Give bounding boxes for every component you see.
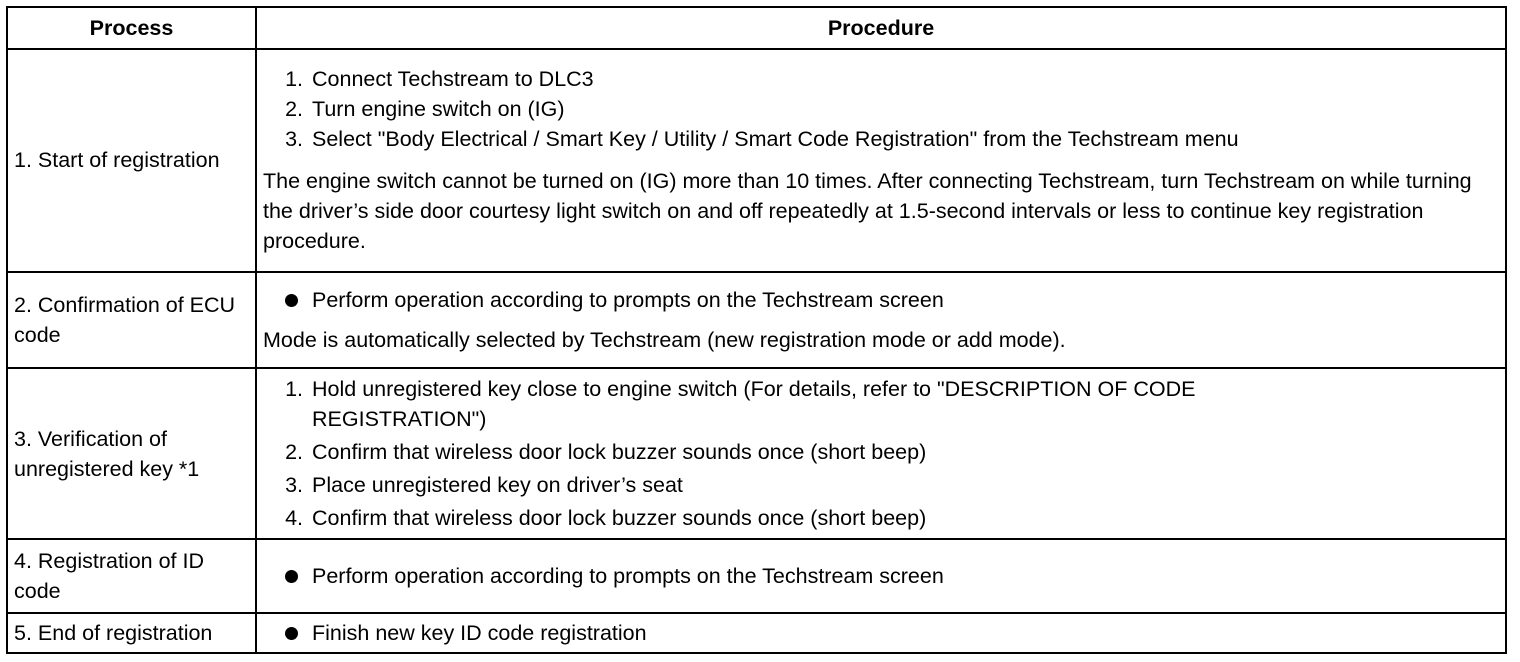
list-item: [263, 124, 1495, 154]
list-item: [263, 374, 1495, 434]
bullet-icon: [285, 294, 298, 307]
process-cell: 1. Start of registration: [7, 49, 256, 271]
step-number: 1.: [285, 67, 303, 92]
list-item: [263, 561, 1495, 591]
bullet-text: Perform operation according to prompts on the Techstream screen: [312, 563, 944, 588]
bullet-icon: [285, 627, 298, 640]
step-text: Turn engine switch on (IG): [312, 97, 565, 122]
step-text: Select "Body Electrical / Smart Key / Utility / Smart Code Registration" from the Techstream menu: [312, 127, 1239, 152]
process-cell: 5. End of registration: [7, 613, 256, 653]
bullet-icon: [285, 570, 298, 583]
note-text: Mode is automatically selected by Techstream (new registration mode or add mode).: [263, 327, 1066, 352]
list-item: [263, 618, 1495, 648]
table-row: [7, 539, 1506, 612]
step-number: 4.: [285, 506, 303, 531]
note-text: The engine switch cannot be turned on (IG) more than 10 times. After connecting Techstream, turn Techstream on while turning the driver’s side door courtesy light switch on and off repeatedly at 1.5-second intervals or less to continue key registration procedure.: [263, 169, 1472, 254]
bullet-text: Perform operation according to prompts on the Techstream screen: [312, 287, 944, 312]
procedure-cell: [256, 613, 1506, 653]
header-procedure: Procedure: [256, 7, 1506, 49]
process-cell: 2. Confirmation of ECU code: [7, 272, 256, 369]
step-text: Hold unregistered key close to engine switch (For details, refer to "DESCRIPTION OF CODE REGISTRATION"): [312, 377, 1196, 432]
header-process: Process: [7, 7, 256, 49]
procedure-cell: [256, 49, 1506, 271]
process-cell: 4. Registration of ID code: [7, 539, 256, 612]
registration-procedure-table: [6, 6, 1507, 654]
step-number: 3.: [285, 127, 303, 152]
step-text: Confirm that wireless door lock buzzer sounds once (short beep): [312, 506, 927, 531]
list-item: [263, 470, 1495, 500]
table-row: [7, 368, 1506, 539]
list-item: [263, 503, 1495, 533]
step-number: 1.: [285, 377, 303, 402]
header-row: [7, 7, 1506, 49]
procedure-cell: [256, 368, 1506, 539]
step-text: Connect Techstream to DLC3: [312, 67, 594, 92]
list-item: [263, 64, 1495, 94]
list-item: [263, 94, 1495, 124]
list-item: [263, 285, 1495, 315]
list-item: [263, 437, 1495, 467]
procedure-cell: [256, 272, 1506, 369]
process-cell: 3. Verification of unregistered key *1: [7, 368, 256, 539]
step-number: 2.: [285, 440, 303, 465]
table-row: [7, 272, 1506, 369]
procedure-cell: [256, 539, 1506, 612]
table-row: [7, 613, 1506, 653]
step-text: Place unregistered key on driver’s seat: [312, 473, 683, 498]
step-number: 3.: [285, 473, 303, 498]
bullet-text: Finish new key ID code registration: [312, 620, 647, 645]
step-text: Confirm that wireless door lock buzzer sounds once (short beep): [312, 440, 927, 465]
step-number: 2.: [285, 97, 303, 122]
table-row: [7, 49, 1506, 271]
